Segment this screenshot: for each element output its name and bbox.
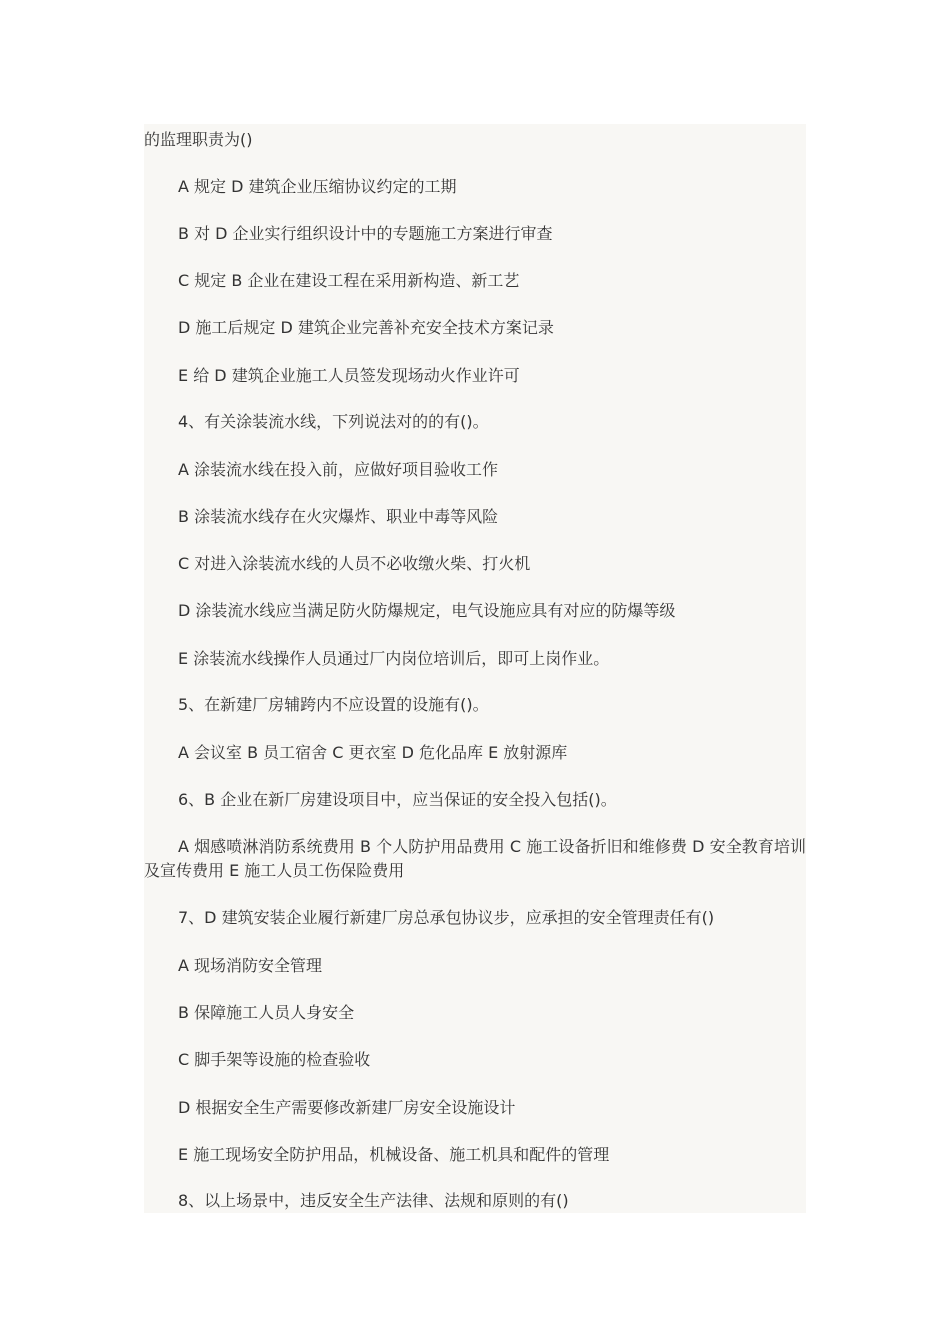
- q3-option-d: D 施工后规定 D 建筑企业完善补充安全技术方案记录: [178, 318, 554, 337]
- q4-option-c: C 对进入涂装流水线的人员不必收缴火柴、打火机: [178, 554, 531, 573]
- q3-option-a: A 规定 D 建筑企业压缩协议约定的工期: [178, 177, 457, 196]
- question-4: 4、有关涂装流水线，下列说法对的的有()。: [178, 412, 489, 431]
- question-6: 6、B 企业在新厂房建设项目中，应当保证的安全投入包括()。: [178, 790, 617, 809]
- q3-option-e: E 给 D 建筑企业施工人员签发现场动火作业许可: [178, 366, 520, 385]
- question-5: 5、在新建厂房辅跨内不应设置的设施有()。: [178, 695, 489, 714]
- q7-option-c: C 脚手架等设施的检查验收: [178, 1050, 371, 1069]
- question-8: 8、以上场景中，违反安全生产法律、法规和原则的有(): [178, 1191, 569, 1210]
- q6-options: A 烟感喷淋消防系统费用 B 个人防护用品费用 C 施工设备折旧和维修费 D 安全教育培训及宣传费用 E 施工人员工伤保险费用: [144, 837, 806, 880]
- question-7: 7、D 建筑安装企业履行新建厂房总承包协议步，应承担的安全管理责任有(): [178, 908, 715, 927]
- q7-option-d: D 根据安全生产需要修改新建厂房安全设施设计: [178, 1098, 516, 1117]
- q7-option-e: E 施工现场安全防护用品，机械设备、施工机具和配件的管理: [178, 1145, 610, 1164]
- q3-option-b: B 对 D 企业实行组织设计中的专题施工方案进行审查: [178, 224, 553, 243]
- q7-option-a: A 现场消防安全管理: [178, 956, 323, 975]
- q4-option-a: A 涂装流水线在投入前，应做好项目验收工作: [178, 460, 499, 479]
- q7-option-b: B 保障施工人员人身安全: [178, 1003, 355, 1022]
- q4-option-b: B 涂装流水线存在火灾爆炸、职业中毒等风险: [178, 507, 499, 526]
- q4-option-d: D 涂装流水线应当满足防火防爆规定，电气设施应具有对应的防爆等级: [178, 601, 676, 620]
- document-page: [144, 124, 806, 1213]
- q3-option-c: C 规定 B 企业在建设工程在采用新构造、新工艺: [178, 271, 520, 290]
- q4-option-e: E 涂装流水线操作人员通过厂内岗位培训后，即可上岗作业。: [178, 649, 610, 668]
- q5-options: A 会议室 B 员工宿舍 C 更衣室 D 危化品库 E 放射源库: [178, 743, 568, 762]
- question-3-stem-tail: 的监理职责为(): [144, 130, 253, 149]
